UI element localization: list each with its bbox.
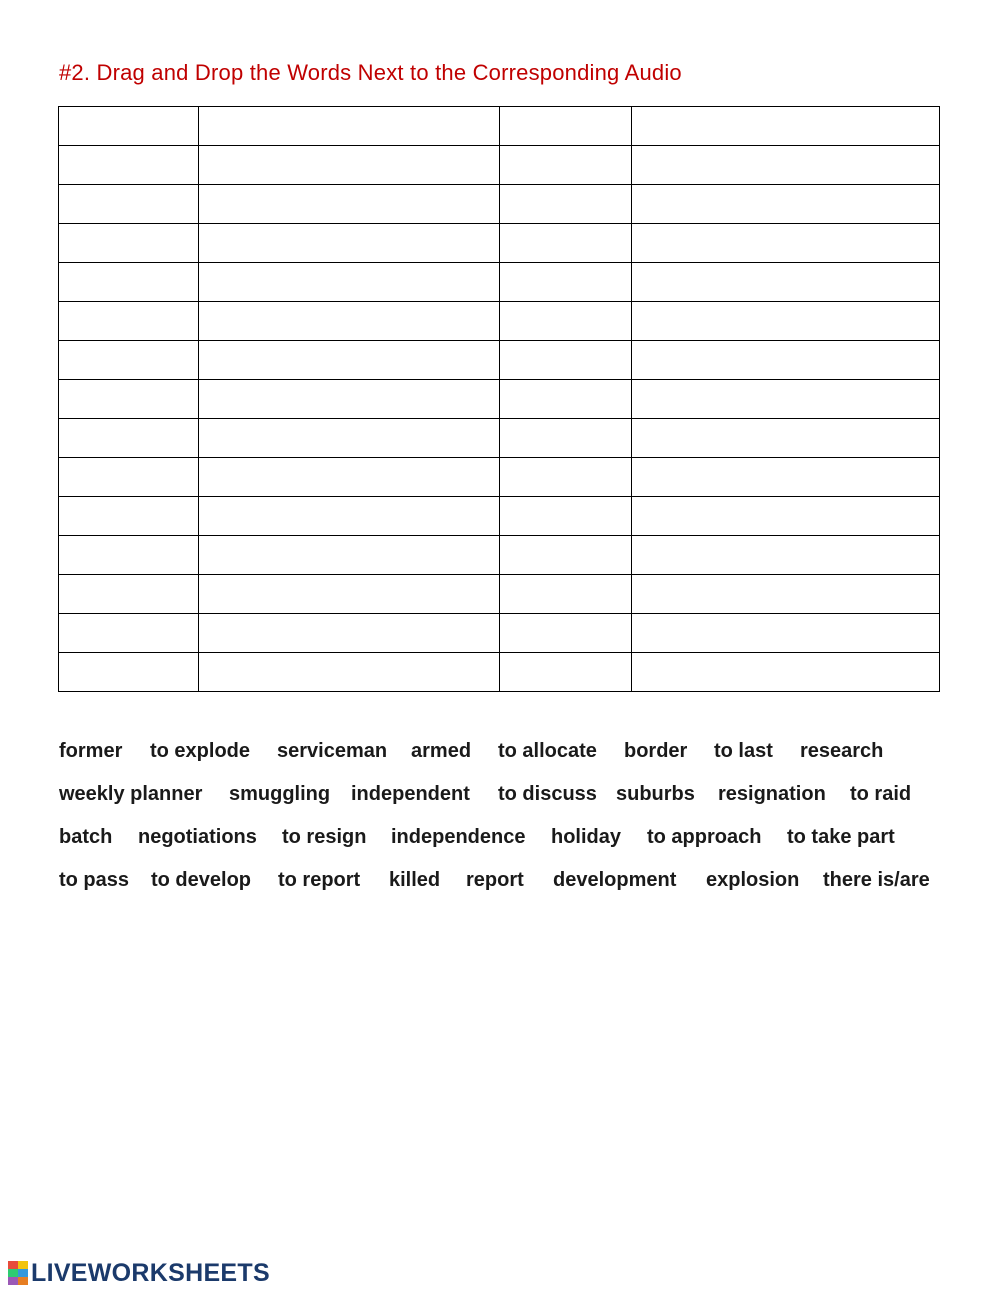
liveworksheets-logo (8, 1258, 270, 1288)
drop-slot[interactable] (632, 380, 940, 419)
word-bank-row (59, 740, 959, 783)
audio-cell[interactable] (500, 185, 632, 224)
drop-slot[interactable] (199, 497, 500, 536)
draggable-word[interactable]: holiday (551, 826, 622, 848)
audio-cell[interactable] (500, 263, 632, 302)
draggable-word[interactable]: to last (714, 740, 773, 762)
word-bank-row (59, 826, 959, 869)
draggable-word[interactable]: research (800, 740, 884, 762)
draggable-word[interactable]: to allocate (498, 740, 597, 762)
draggable-word[interactable]: border (624, 740, 688, 762)
draggable-word[interactable]: development (553, 869, 677, 891)
drop-slot[interactable] (199, 107, 500, 146)
drop-slot[interactable] (199, 224, 500, 263)
logo-block (8, 1269, 18, 1277)
drop-slot[interactable] (199, 302, 500, 341)
drop-slot[interactable] (199, 380, 500, 419)
draggable-word[interactable]: to approach (647, 826, 762, 848)
audio-cell[interactable] (59, 341, 199, 380)
audio-cell[interactable] (500, 614, 632, 653)
drop-slot[interactable] (199, 614, 500, 653)
draggable-word[interactable]: to pass (59, 869, 130, 891)
drop-slot[interactable] (632, 575, 940, 614)
table-row (59, 614, 940, 653)
draggable-word[interactable]: negotiations (138, 826, 257, 848)
draggable-word[interactable]: to develop (151, 869, 252, 891)
audio-cell[interactable] (500, 419, 632, 458)
draggable-word[interactable]: there is/are (823, 869, 930, 891)
logo-text: LIVEWORKSHEETS (31, 1258, 270, 1287)
drop-slot[interactable] (632, 263, 940, 302)
audio-cell[interactable] (500, 107, 632, 146)
drop-slot[interactable] (632, 458, 940, 497)
draggable-word[interactable]: explosion (706, 869, 800, 891)
audio-cell[interactable] (59, 458, 199, 497)
draggable-word[interactable]: to resign (282, 826, 367, 848)
drop-slot[interactable] (632, 497, 940, 536)
audio-cell[interactable] (500, 575, 632, 614)
draggable-word[interactable]: to explode (150, 740, 251, 762)
audio-cell[interactable] (500, 341, 632, 380)
audio-cell[interactable] (500, 458, 632, 497)
drop-slot[interactable] (199, 263, 500, 302)
draggable-word[interactable]: independence (391, 826, 526, 848)
word-bank-row (59, 869, 959, 912)
audio-cell[interactable] (500, 380, 632, 419)
drop-slot[interactable] (632, 224, 940, 263)
draggable-word[interactable]: killed (389, 869, 441, 891)
drop-slot[interactable] (632, 146, 940, 185)
draggable-word[interactable]: batch (59, 826, 113, 848)
table-row (59, 458, 940, 497)
audio-cell[interactable] (500, 536, 632, 575)
drop-slot[interactable] (199, 419, 500, 458)
audio-cell[interactable] (59, 146, 199, 185)
draggable-word[interactable]: weekly planner (59, 783, 203, 805)
drop-slot[interactable] (199, 185, 500, 224)
draggable-word[interactable]: serviceman (277, 740, 388, 762)
audio-cell[interactable] (59, 380, 199, 419)
table-row (59, 575, 940, 614)
drop-slot[interactable] (199, 146, 500, 185)
table-row (59, 224, 940, 263)
table-row (59, 146, 940, 185)
draggable-word[interactable]: to discuss (498, 783, 597, 805)
draggable-word[interactable]: to take part (787, 826, 895, 848)
drop-slot[interactable] (199, 575, 500, 614)
audio-cell[interactable] (59, 185, 199, 224)
draggable-word[interactable]: to raid (850, 783, 912, 805)
logo-block (18, 1261, 28, 1269)
audio-cell[interactable] (59, 536, 199, 575)
audio-cell[interactable] (59, 497, 199, 536)
draggable-word[interactable]: resignation (718, 783, 826, 805)
logo-block (18, 1277, 28, 1285)
drop-slot[interactable] (632, 536, 940, 575)
worksheet-title: #2. Drag and Drop the Words Next to the Corresponding Audio (59, 60, 682, 85)
drop-slot[interactable] (632, 419, 940, 458)
draggable-word[interactable]: suburbs (616, 783, 695, 805)
audio-cell[interactable] (500, 146, 632, 185)
audio-cell[interactable] (59, 614, 199, 653)
drop-slot[interactable] (199, 458, 500, 497)
table-row (59, 302, 940, 341)
table-row (59, 263, 940, 302)
audio-cell[interactable] (59, 419, 199, 458)
drop-slot[interactable] (632, 614, 940, 653)
audio-cell[interactable] (500, 497, 632, 536)
word-bank-row (59, 783, 959, 826)
drop-slot[interactable] (199, 536, 500, 575)
audio-cell[interactable] (59, 575, 199, 614)
audio-cell[interactable] (59, 653, 199, 692)
audio-cell[interactable] (59, 302, 199, 341)
logo-block (18, 1269, 28, 1277)
audio-cell[interactable] (500, 302, 632, 341)
draggable-word[interactable]: armed (411, 740, 472, 762)
draggable-word[interactable]: independent (351, 783, 470, 805)
drop-slot[interactable] (632, 653, 940, 692)
drop-slot[interactable] (632, 341, 940, 380)
table-row (59, 380, 940, 419)
logo-block (8, 1277, 18, 1285)
logo-block (8, 1261, 18, 1269)
audio-cell[interactable] (500, 653, 632, 692)
audio-cell[interactable] (59, 224, 199, 263)
table-row (59, 497, 940, 536)
drop-slot[interactable] (632, 185, 940, 224)
word-bank (59, 740, 959, 912)
table-row (59, 185, 940, 224)
table-row (59, 419, 940, 458)
drop-table (58, 106, 940, 692)
logo-mark-icon (8, 1261, 28, 1285)
drop-slot[interactable] (632, 302, 940, 341)
drop-slot[interactable] (199, 341, 500, 380)
draggable-word[interactable]: to report (278, 869, 361, 891)
drop-slot[interactable] (632, 107, 940, 146)
table-row (59, 107, 940, 146)
drop-slot[interactable] (199, 653, 500, 692)
audio-cell[interactable] (500, 224, 632, 263)
audio-cell[interactable] (59, 107, 199, 146)
draggable-word[interactable]: report (466, 869, 524, 891)
table-row (59, 536, 940, 575)
table-row (59, 653, 940, 692)
audio-cell[interactable] (59, 263, 199, 302)
table-row (59, 341, 940, 380)
draggable-word[interactable]: smuggling (229, 783, 331, 805)
draggable-word[interactable]: former (59, 740, 123, 762)
